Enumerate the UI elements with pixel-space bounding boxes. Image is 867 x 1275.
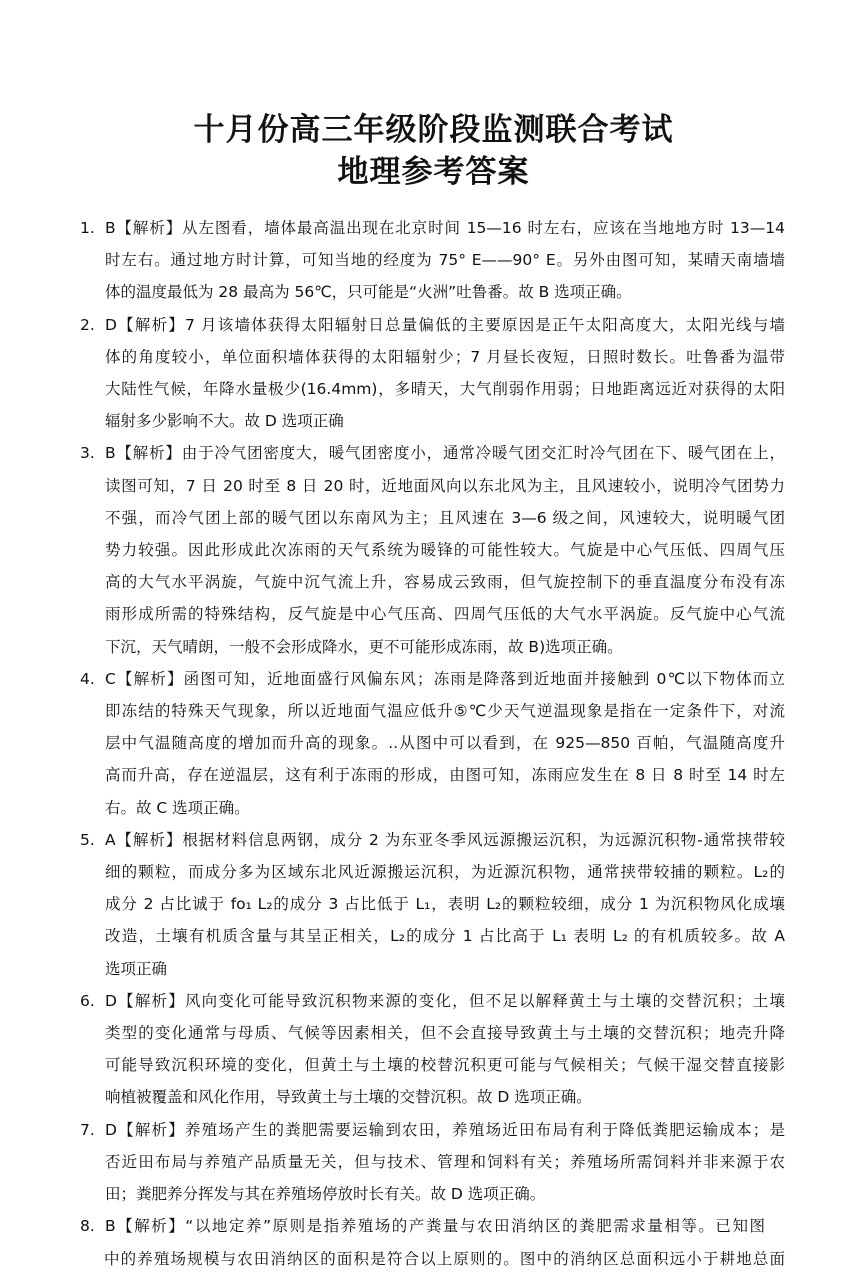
answer-item-1	[0, 212, 867, 309]
answer-line: 下沉，天气晴朗，一般不会形成降水，更不可能形成冻雨，故 B)选项正确。	[105, 637, 623, 656]
answer-line: 体的角度较小，单位面积墙体获得的太阳辐射少；7 月昼长夜短，日照时数长。吐鲁番为温带	[105, 347, 785, 366]
answer-line: B【解析】“以地定养”原则是指养殖场的产粪量与农田消纳区的粪肥需求量相等。已知图	[105, 1217, 765, 1236]
answer-line: 高而升高，存在逆温层，这有利于冻雨的形成，由图可知，冻雨应发生在 8 日 8 时至 14 时左	[105, 766, 785, 785]
answer-line: 成分 2 占比诚于 fo₁ L₂的成分 3 占比低于 L₁，表明 L₂的颗粒较细，成分 1 为沉积物风化成壤	[105, 895, 785, 914]
answer-number: 3.	[80, 444, 95, 463]
answer-line: B【解析】由于冷气团密度大，暖气团密度小，通常冷暖气团交汇时冷气团在下、暖气团在上，	[105, 444, 785, 463]
answer-line: D【解析】7 月该墙体获得太阳辐射日总量偏低的主要原因是正午太阳高度大，太阳光线与墙	[105, 315, 785, 334]
answer-item-5	[0, 824, 867, 985]
answer-line: 可能导致沉积环境的变化，但黄土与土壤的校替沉积更可能与气候相关；气候干湿交替直接影	[105, 1056, 785, 1075]
answer-line: 选项正确	[105, 959, 168, 978]
answer-item-8	[0, 1210, 867, 1274]
answer-line: 时左右。通过地方时计算，可知当地的经度为 75° E——90° E。另外由图可知，某晴天南墙墙	[105, 251, 785, 270]
answer-line: 类型的变化通常与母质、气候等因素相关，但不会直接导致黄土与土壤的交替沉积；地壳升降	[105, 1024, 785, 1043]
answer-item-4	[0, 663, 867, 824]
answer-number: 5.	[80, 830, 95, 849]
answer-number: 1.	[80, 219, 95, 237]
answer-line: C【解析】函图可知，近地面盛行风偏东风；冻雨是降落到近地面并接触到 0℃以下物体而立	[105, 669, 785, 688]
answer-item-3	[0, 437, 867, 662]
answer-line: 势力较强。因此形成此次冻雨的天气系统为暖锋的可能性较大。气旋是中心气压低、四周气压	[105, 541, 785, 560]
answer-line: A【解析】根据材料信息两钢，成分 2 为东亚冬季风远源搬运沉积，为远源沉积物-通常挟带较	[105, 830, 785, 849]
answer-line: 响植被覆盖和风化作用，导致黄土与土壤的交替沉积。故 D 选项正确。	[105, 1088, 592, 1107]
answer-line: 体的温度最低为 28 最高为 56℃，只可能是“火洲”吐鲁番。故 B 选项正确。	[105, 283, 632, 302]
answer-list	[0, 212, 867, 1275]
answer-item-6	[0, 985, 867, 1114]
answer-item-2	[0, 309, 867, 438]
answer-line: 否近田布局与养殖产品质量无关，但与技术、管理和饲料有关；养殖场所需饲料并非来源于农	[105, 1152, 785, 1171]
page-subtitle: 地理参考答案	[337, 154, 530, 190]
answer-line: 改造，土壤有机质含量与其呈正相关，L₂的成分 1 占比高于 L₁ 表明 L₂ 的有机质较多。故 A	[105, 927, 785, 946]
answer-line: 不强，而冷气团上部的暖气团以东南风为主；且风速在 3—6 级之间，风速较大，说明暖气团	[105, 508, 785, 527]
answer-line: 细的颗粒，而成分多为区域东北风近源搬运沉积，为近源沉积物，通常挟带较捕的颗粒。L₂的	[105, 863, 785, 882]
answer-line: B【解析】从左图看，墙体最高温出现在北京时间 15—16 时左右，应该在当地地方时 13—14	[105, 219, 785, 237]
answer-line: D【解析】养殖场产生的粪肥需要运输到农田，养殖场近田布局有利于降低粪肥运输成本；是	[105, 1120, 785, 1139]
answer-line: 田；粪肥养分挥发与其在养殖场停放时长有关。故 D 选项正确。	[105, 1185, 546, 1204]
answer-line: 即冻结的特殊天气现象，所以近地面气温应低升⑤℃少天气逆温现象是指在一定条件下，对流	[105, 702, 785, 721]
answer-line: 中的养殖场规模与农田消纳区的面积是符合以上原则的。图中的消纳区总面积远小于耕地总面	[104, 1249, 785, 1268]
answer-number: 2.	[80, 315, 95, 334]
answer-line: 大陆性气候，年降水量极少(16.4mm)，多晴天，大气削弱作用弱；日地距离远近对获得的太阳	[105, 380, 785, 399]
answer-number: 7.	[80, 1120, 95, 1139]
page-title: 十月份高三年级阶段监测联合考试	[193, 112, 674, 148]
answer-number: 4.	[80, 669, 95, 688]
answer-number: 6.	[80, 991, 95, 1010]
answer-line: 雨形成所需的特殊结构，反气旋是中心气压高、四周气压低的大气水平涡旋。反气旋中心气流	[105, 605, 785, 624]
answer-line: 读图可知，7 日 20 时至 8 日 20 时，近地面风向以东北风为主，且风速较小，说明冷气团势力	[105, 476, 785, 495]
answer-line: 右。故 C 选项正确。	[105, 798, 250, 817]
answer-line: 层中气温随高度的增加而升高的现象。..从图中可以看到，在 925—850 百帕，气温随高度升	[105, 734, 785, 753]
answer-line: D【解析】风向变化可能导致沉积物来源的变化，但不足以解释黄土与土壤的交替沉积；土壤	[105, 991, 785, 1010]
answer-item-7	[0, 1114, 867, 1211]
answer-line: 辐射多少影响不大。故 D 选项正确	[105, 412, 344, 431]
answer-number: 8.	[80, 1217, 95, 1236]
answer-line: 高的大气水平涡旋，气旋中沉气流上升，容易成云致雨，但气旋控制下的垂直温度分布没有冻	[105, 573, 785, 592]
